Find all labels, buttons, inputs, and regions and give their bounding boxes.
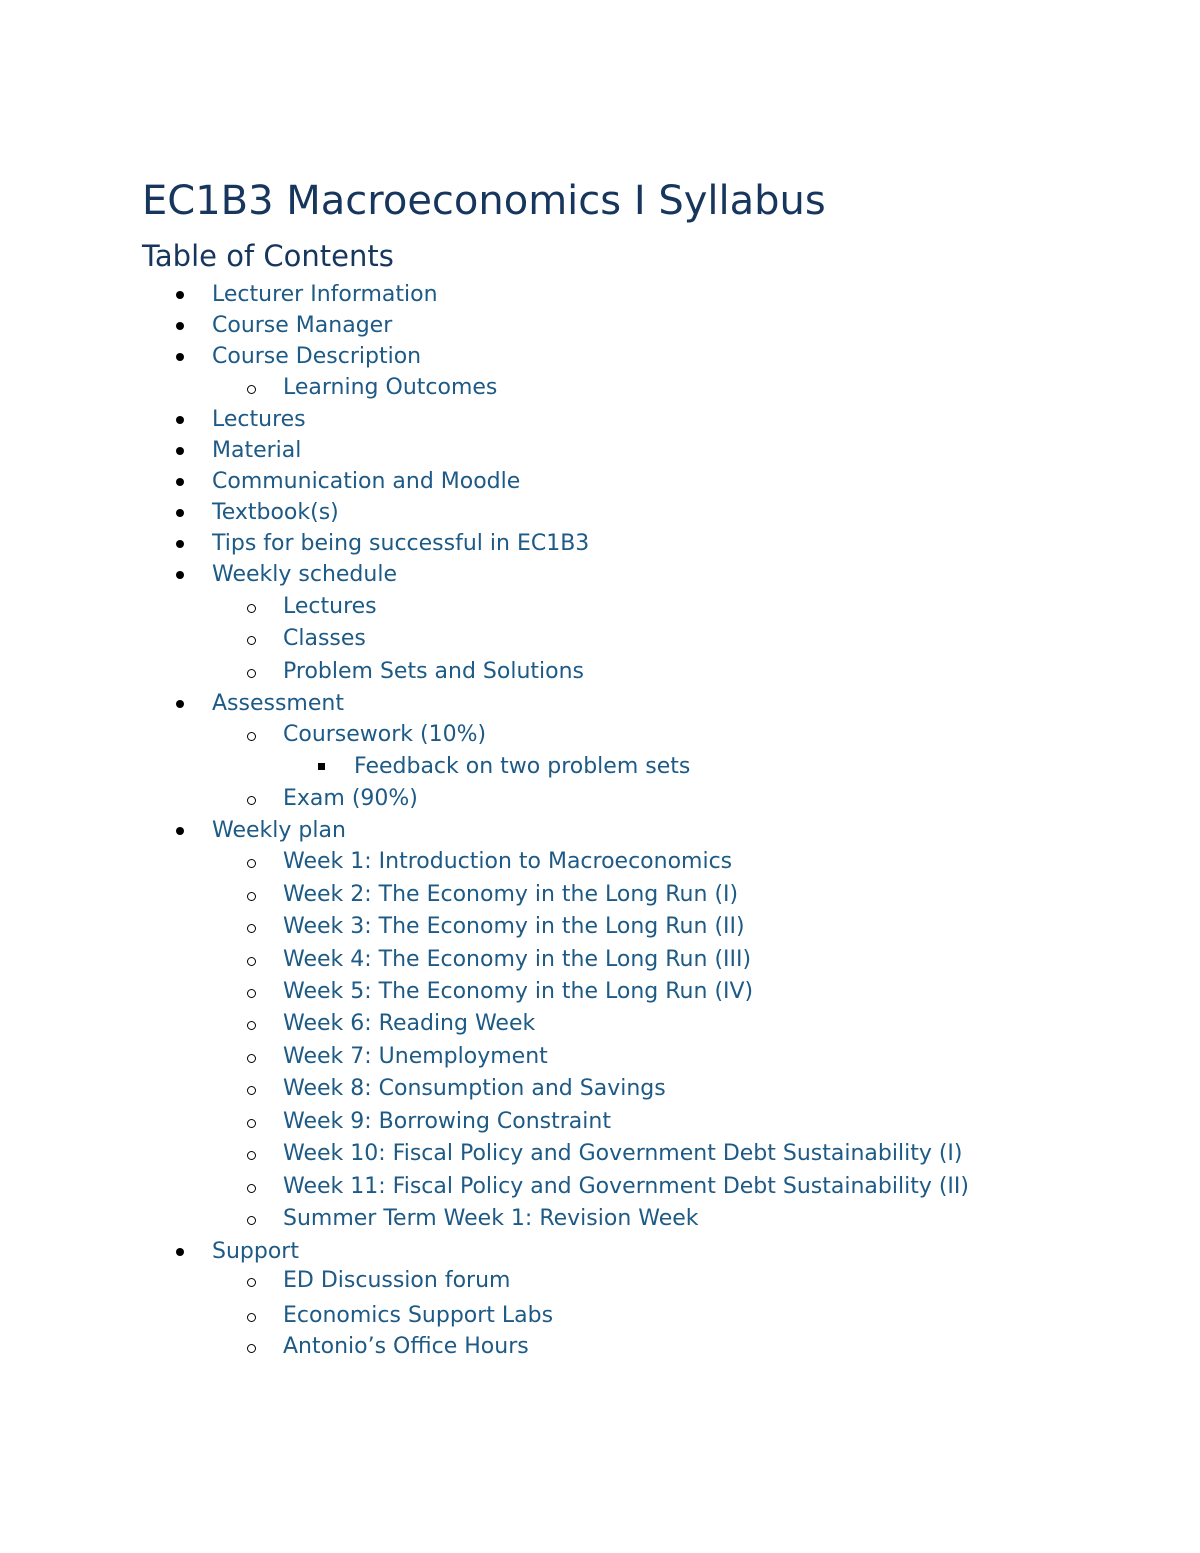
circle-bullet-icon	[247, 1216, 256, 1225]
toc-item	[0, 1237, 1200, 1267]
toc-item	[0, 912, 1200, 942]
circle-bullet-icon	[247, 1151, 256, 1160]
circle-bullet-icon	[247, 892, 256, 901]
circle-bullet-icon	[247, 989, 256, 998]
toc-link[interactable]: Course Description	[212, 344, 422, 369]
disc-bullet-icon	[176, 509, 184, 517]
toc-item	[0, 816, 1200, 846]
toc-link[interactable]: Problem Sets and Solutions	[283, 659, 584, 684]
toc-link[interactable]: Assessment	[212, 691, 344, 716]
toc-link[interactable]: ED Discussion forum	[283, 1268, 511, 1293]
circle-bullet-icon	[247, 385, 256, 394]
disc-bullet-icon	[176, 540, 184, 548]
toc-link[interactable]: Week 3: The Economy in the Long Run (II)	[283, 914, 745, 939]
toc-item	[0, 1332, 1200, 1362]
toc-link[interactable]: Communication and Moodle	[212, 469, 521, 494]
toc-item	[0, 1139, 1200, 1169]
toc-link[interactable]: Antonio’s Office Hours	[283, 1334, 529, 1359]
toc-link[interactable]: Exam (90%)	[283, 786, 418, 811]
circle-bullet-icon	[247, 859, 256, 868]
toc-link[interactable]: Week 2: The Economy in the Long Run (I)	[283, 882, 739, 907]
toc-link[interactable]: Summer Term Week 1: Revision Week	[283, 1206, 699, 1231]
circle-bullet-icon	[247, 1021, 256, 1030]
circle-bullet-icon	[247, 1278, 256, 1287]
disc-bullet-icon	[176, 478, 184, 486]
toc-heading: Table of Contents	[142, 239, 394, 273]
toc-item	[0, 624, 1200, 654]
toc-link[interactable]: Week 8: Consumption and Savings	[283, 1076, 666, 1101]
toc-link[interactable]: Course Manager	[212, 313, 393, 338]
toc-link[interactable]: Material	[212, 438, 302, 463]
toc-link[interactable]: Week 4: The Economy in the Long Run (III)	[283, 947, 752, 972]
toc-item	[0, 1009, 1200, 1039]
toc-item	[0, 311, 1200, 341]
toc-link[interactable]: Feedback on two problem sets	[354, 754, 691, 779]
disc-bullet-icon	[176, 1248, 184, 1256]
toc-item	[0, 436, 1200, 466]
circle-bullet-icon	[247, 924, 256, 933]
toc-item	[0, 752, 1200, 782]
circle-bullet-icon	[247, 1184, 256, 1193]
circle-bullet-icon	[247, 1086, 256, 1095]
toc-link[interactable]: Economics Support Labs	[283, 1303, 554, 1328]
circle-bullet-icon	[247, 636, 256, 645]
toc-link[interactable]: Lecturer Information	[212, 282, 438, 307]
circle-bullet-icon	[247, 957, 256, 966]
toc-link[interactable]: Weekly schedule	[212, 562, 397, 587]
disc-bullet-icon	[176, 291, 184, 299]
toc-link[interactable]: Tips for being successful in EC1B3	[212, 531, 590, 556]
toc-link[interactable]: Textbook(s)	[212, 500, 339, 525]
circle-bullet-icon	[247, 1054, 256, 1063]
toc-link[interactable]: Week 1: Introduction to Macroeconomics	[283, 849, 733, 874]
disc-bullet-icon	[176, 571, 184, 579]
toc-item	[0, 342, 1200, 372]
toc-item	[0, 689, 1200, 719]
toc-item	[0, 1172, 1200, 1202]
disc-bullet-icon	[176, 353, 184, 361]
circle-bullet-icon	[247, 604, 256, 613]
toc-item	[0, 784, 1200, 814]
toc-link[interactable]: Week 6: Reading Week	[283, 1011, 536, 1036]
toc-link[interactable]: Lectures	[212, 407, 306, 432]
toc-item	[0, 373, 1200, 403]
disc-bullet-icon	[176, 827, 184, 835]
disc-bullet-icon	[176, 700, 184, 708]
circle-bullet-icon	[247, 1313, 256, 1322]
circle-bullet-icon	[247, 796, 256, 805]
disc-bullet-icon	[176, 447, 184, 455]
toc-link[interactable]: Week 9: Borrowing Constraint	[283, 1109, 611, 1134]
toc-link[interactable]: Support	[212, 1239, 299, 1264]
disc-bullet-icon	[176, 322, 184, 330]
toc-link[interactable]: Classes	[283, 626, 366, 651]
disc-bullet-icon	[176, 416, 184, 424]
toc-link[interactable]: Week 7: Unemployment	[283, 1044, 548, 1069]
toc-item	[0, 945, 1200, 975]
circle-bullet-icon	[247, 1344, 256, 1353]
toc-item	[0, 592, 1200, 622]
toc-item	[0, 1204, 1200, 1234]
toc-link[interactable]: Learning Outcomes	[283, 375, 498, 400]
toc-link[interactable]: Weekly plan	[212, 818, 346, 843]
toc-item	[0, 1074, 1200, 1104]
circle-bullet-icon	[247, 669, 256, 678]
toc-item	[0, 720, 1200, 750]
toc-item	[0, 1042, 1200, 1072]
toc-item	[0, 657, 1200, 687]
toc-item	[0, 467, 1200, 497]
toc-item	[0, 977, 1200, 1007]
circle-bullet-icon	[247, 1119, 256, 1128]
toc-item	[0, 529, 1200, 559]
toc-item	[0, 847, 1200, 877]
toc-item	[0, 1301, 1200, 1331]
toc-link[interactable]: Week 11: Fiscal Policy and Government Debt Sustainability (II)	[283, 1174, 969, 1199]
toc-item	[0, 1107, 1200, 1137]
toc-item	[0, 880, 1200, 910]
toc-item	[0, 1266, 1200, 1296]
toc-item	[0, 560, 1200, 590]
toc-link[interactable]: Lectures	[283, 594, 377, 619]
toc-item	[0, 280, 1200, 310]
document-title: EC1B3 Macroeconomics I Syllabus	[142, 178, 826, 224]
square-bullet-icon	[318, 763, 325, 770]
toc-item	[0, 498, 1200, 528]
toc-link[interactable]: Coursework (10%)	[283, 722, 487, 747]
toc-link[interactable]: Week 5: The Economy in the Long Run (IV)	[283, 979, 754, 1004]
toc-link[interactable]: Week 10: Fiscal Policy and Government Debt Sustainability (I)	[283, 1141, 963, 1166]
toc-item	[0, 405, 1200, 435]
circle-bullet-icon	[247, 732, 256, 741]
